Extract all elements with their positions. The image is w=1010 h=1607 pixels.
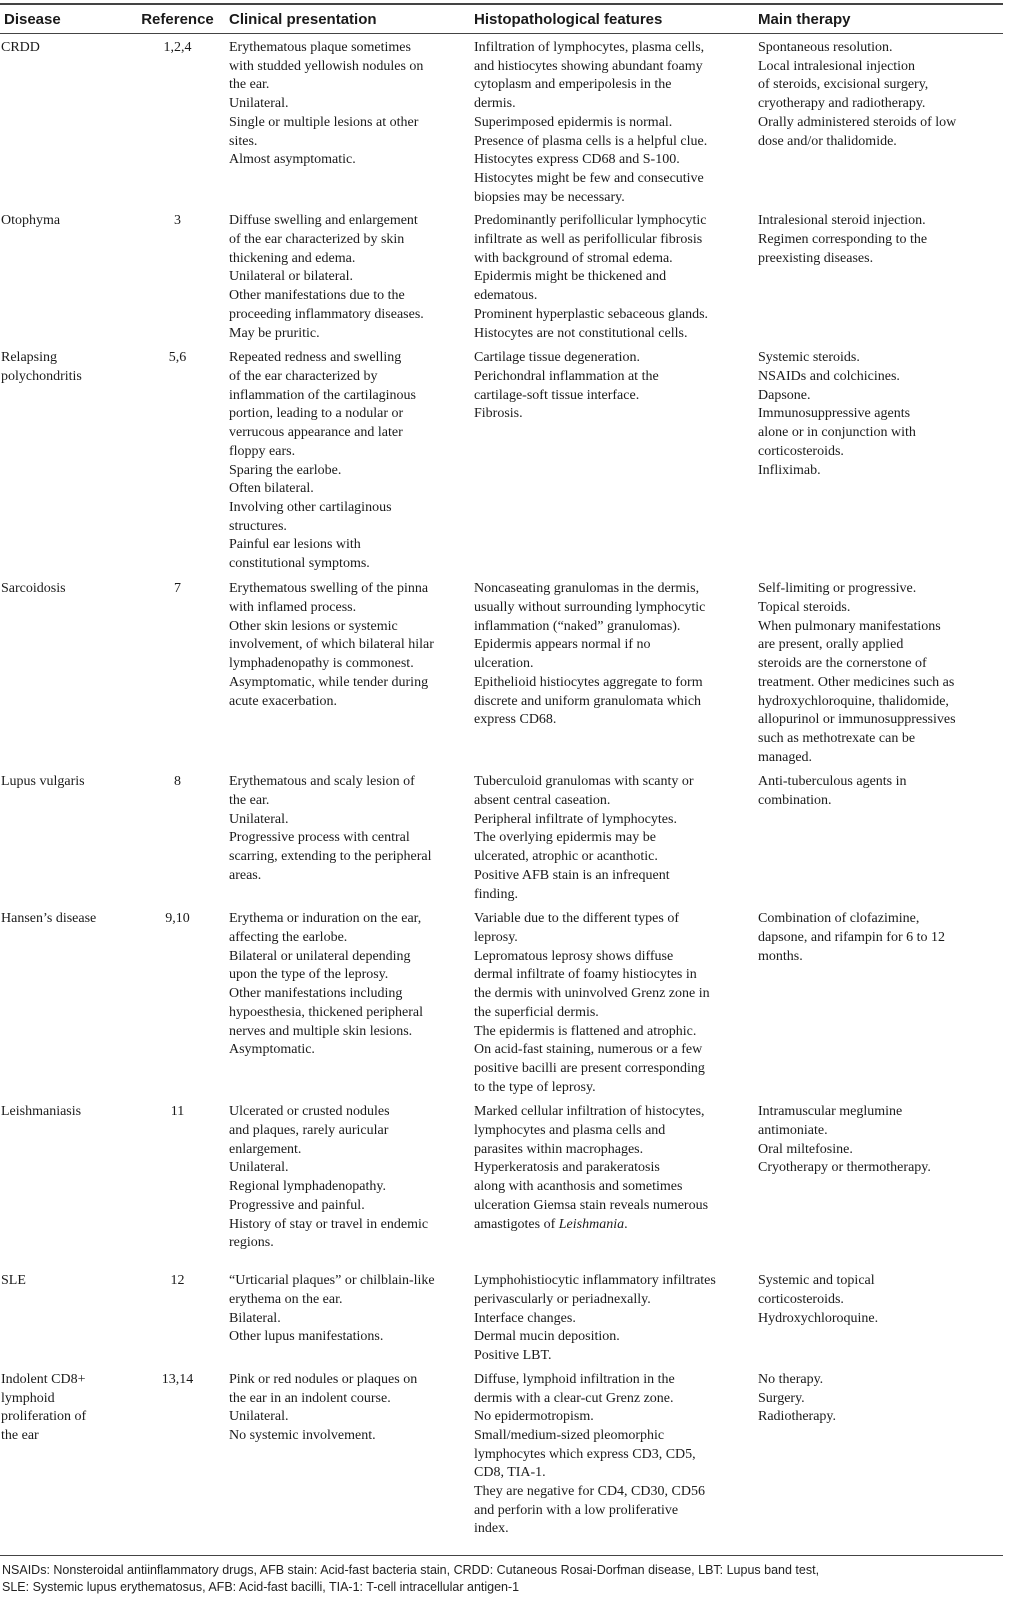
cell-line: History of stay or travel in endemic (229, 1216, 429, 1232)
cell-line: Perichondral inflammation at the (474, 369, 659, 385)
cell-line: with inflamed process. (229, 600, 357, 616)
cell-line: inflammation of the cartilaginous (229, 387, 417, 403)
cell-line: erythema on the ear. (229, 1292, 343, 1308)
cell-line: Regimen corresponding to the (758, 232, 928, 248)
cell-line: constitutional symptoms. (229, 556, 370, 572)
cell-line: thickening and edema. (229, 250, 356, 266)
cell-line: CRDD (1, 40, 40, 55)
cell-line: finding. (474, 886, 518, 902)
therapy-cell (754, 1366, 1003, 1556)
cell-line: dermal infiltrate of foamy histiocytes in (474, 967, 697, 983)
cell-line: Erythematous swelling of the pinna (229, 581, 429, 597)
cell-line: Otophyma (1, 213, 61, 229)
cell-line: CD8, TIA-1. (474, 1465, 546, 1481)
cell-line: and perforin with a low proliferative (474, 1502, 679, 1518)
cell-line: the superficial dermis. (474, 1004, 599, 1020)
cell-line: the ear. (229, 793, 270, 809)
therapy-cell (754, 768, 1003, 905)
disease-cell (0, 1267, 130, 1366)
clinical-cell (225, 1366, 470, 1556)
cell-line: Self-limiting or progressive. (758, 581, 917, 597)
cell-text: amastigotes of (474, 1216, 559, 1232)
cell-line: Oral miltefosine. (758, 1141, 853, 1157)
cell-line: corticosteroids. (758, 1292, 844, 1308)
table-row (0, 34, 1003, 208)
therapy-cell (754, 344, 1003, 575)
cell-line: sites. (229, 133, 258, 149)
reference-cell: 7 (174, 581, 181, 597)
histo-cell (470, 1098, 754, 1267)
cell-line: dose and/or thalidomide. (758, 133, 897, 149)
cell-line: NSAIDs and colchicines. (758, 369, 900, 385)
histo-cell (470, 575, 754, 768)
cell-line: hypoesthesia, thickened peripheral (229, 1004, 423, 1020)
cell-line: preexisting diseases. (758, 250, 874, 266)
cell-line: Variable due to the different types of (474, 911, 680, 927)
cell-line: floppy ears. (229, 443, 296, 459)
histo-cell (470, 1366, 754, 1556)
therapy-cell (754, 575, 1003, 768)
cell-line: leprosy. (474, 930, 518, 946)
cell-line: Peripheral infiltrate of lymphocytes. (474, 811, 677, 827)
cell-line: Lepromatous leprosy shows diffuse (474, 948, 674, 964)
cell-line: Bilateral or unilateral depending (229, 948, 411, 964)
cell-line: positive bacilli are present corresponding (474, 1060, 705, 1076)
table-header-row (0, 4, 1003, 34)
table-row (0, 768, 1003, 905)
cell-line: When pulmonary manifestations (758, 618, 941, 634)
cell-line: alone or in conjunction with (758, 425, 916, 441)
cell-line: Dapsone. (758, 387, 811, 403)
table-row (0, 1366, 1003, 1556)
cell-line: the ear. (229, 77, 270, 93)
clinical-cell (225, 34, 470, 208)
cell-line: May be pruritic. (229, 325, 320, 341)
cell-line: acute exacerbation. (229, 693, 338, 709)
cell-line: Epidermis might be thickened and (474, 269, 667, 285)
table-row (0, 575, 1003, 768)
histo-cell (470, 344, 754, 575)
cell-line: Unilateral. (229, 811, 289, 827)
header-clinical-presentation: Clinical presentation (225, 4, 470, 34)
genus-name: Leishmania (558, 1216, 625, 1232)
cell-line: The overlying epidermis may be (474, 830, 656, 846)
cell-line: of the ear characterized by skin (229, 232, 405, 248)
cell-line: ulcerated, atrophic or acanthotic. (474, 849, 658, 865)
cell-line: Sparing the earlobe. (229, 462, 342, 478)
cell-line: Almost asymptomatic. (229, 152, 356, 168)
disease-cell (0, 1098, 130, 1267)
cell-line: portion, leading to a nodular or (229, 406, 404, 422)
cell-line: Fibrosis. (474, 406, 523, 422)
cell-line: Immunosuppressive agents (758, 406, 911, 422)
disease-table (0, 3, 1003, 1556)
cell-line: the ear in an indolent course. (229, 1390, 391, 1406)
cell-line: areas. (229, 867, 262, 883)
cell-line: Often bilateral. (229, 481, 314, 497)
histo-cell (470, 768, 754, 905)
reference-cell: 1,2,4 (163, 40, 192, 55)
cell-line: Painful ear lesions with (229, 537, 361, 553)
cell-line: Infliximab. (758, 462, 821, 478)
cell-line: The epidermis is flattened and atrophic. (474, 1023, 697, 1039)
cell-line: Topical steroids. (758, 600, 851, 616)
cell-line: allopurinol or immunosuppressives (758, 712, 956, 728)
cell-line: “Urticarial plaques” or chilblain-like (229, 1273, 435, 1289)
table-row (0, 1098, 1003, 1267)
cell-line: Erythematous and scaly lesion of (229, 774, 415, 790)
cell-line: Sarcoidosis (1, 581, 66, 597)
cell-line: with studded yellowish nodules on (229, 58, 424, 74)
cell-line: Histocytes might be few and consecutive (474, 170, 704, 186)
cell-line: index. (474, 1521, 509, 1537)
cell-line: They are negative for CD4, CD30, CD56 (474, 1484, 705, 1500)
cell-line: structures. (229, 518, 287, 534)
cell-line: lymphoid (1, 1390, 55, 1406)
cell-line: Radiotherapy. (758, 1409, 837, 1425)
cell-line: Other manifestations including (229, 986, 403, 1002)
cell-line: Asymptomatic, while tender during (229, 674, 429, 690)
disease-cell (0, 344, 130, 575)
cell-line: steroids are the cornerstone of (758, 656, 927, 672)
table-body (0, 34, 1003, 1556)
cell-line: absent central caseation. (474, 793, 611, 809)
cell-line: Asymptomatic. (229, 1042, 315, 1058)
cell-line: SLE (1, 1273, 26, 1289)
cell-line: Positive LBT. (474, 1348, 552, 1364)
therapy-cell (754, 1267, 1003, 1366)
cell-line: Other skin lesions or systemic (229, 618, 398, 634)
clinical-cell (225, 207, 470, 344)
disease-cell (0, 575, 130, 768)
footnote-line: NSAIDs: Nonsteroidal antiinflammatory drugs, AFB stain: Acid-fast bacteria stain, CRDD: Cutaneous Rosai-Dorfman disease, LBT: Lupus band test, (2, 1563, 820, 1577)
cell-line: Lymphohistiocytic inflammatory infiltrates (474, 1273, 716, 1289)
cell-line: Positive AFB stain is an infrequent (474, 867, 670, 883)
reference-cell: 3 (174, 213, 181, 229)
cell-line: Hansen’s disease (1, 911, 97, 927)
cell-line: the dermis with uninvolved Grenz zone in (474, 986, 710, 1002)
cell-line: months. (758, 948, 803, 964)
therapy-cell (754, 905, 1003, 1098)
cell-line: the ear (1, 1427, 39, 1443)
cell-line: Repeated redness and swelling (229, 350, 402, 366)
cell-line: Unilateral. (229, 1160, 289, 1176)
clinical-cell (225, 344, 470, 575)
cell-line: No epidermotropism. (474, 1409, 594, 1425)
cell-line: Noncaseating granulomas in the dermis, (474, 581, 700, 597)
cell-line: affecting the earlobe. (229, 930, 348, 946)
cell-line (474, 1216, 750, 1235)
cell-line: Erythematous plaque sometimes (229, 40, 411, 55)
cell-line: such as methotrexate can be (758, 730, 916, 746)
cell-line: corticosteroids. (758, 443, 844, 459)
reference-cell: 5,6 (168, 350, 187, 366)
cell-line: Unilateral or bilateral. (229, 269, 353, 285)
footnote-line: SLE: Systemic lupus erythematosus, AFB: Acid-fast bacilli, TIA-1: T-cell intracellular antigen-1 (2, 1580, 520, 1594)
cell-line: of steroids, excisional surgery, (758, 77, 929, 93)
cell-line: edematous. (474, 288, 538, 304)
cell-line: and histiocytes showing abundant foamy (474, 58, 703, 74)
disease-cell (0, 207, 130, 344)
header-histopathological-features: Histopathological features (470, 4, 754, 34)
cell-line: cartilage-soft tissue interface. (474, 387, 640, 403)
cell-line: discrete and uniform granulomata which (474, 693, 702, 709)
cell-line: along with acanthosis and sometimes (474, 1179, 683, 1195)
reference-cell: 9,10 (165, 911, 190, 927)
cell-line: Prominent hyperplastic sebaceous glands. (474, 306, 709, 322)
cell-line: Diffuse swelling and enlargement (229, 213, 418, 229)
cell-line: verrucous appearance and later (229, 425, 403, 441)
cell-line: Orally administered steroids of low (758, 114, 957, 130)
footnotes (2, 1562, 1007, 1596)
cell-line: Spontaneous resolution. (758, 40, 893, 55)
cell-line: On acid-fast staining, numerous or a few (474, 1042, 703, 1058)
cell-line: Single or multiple lesions at other (229, 114, 419, 130)
cell-line: antimoniate. (758, 1123, 828, 1139)
reference-cell: 13,14 (130, 1366, 225, 1556)
cell-line: Histocytes are not constitutional cells. (474, 325, 688, 341)
cell-line: lymphocytes and plasma cells and (474, 1123, 666, 1139)
cell-line: ulceration. (474, 656, 534, 672)
cell-line: Systemic steroids. (758, 350, 860, 366)
cell-line: Indolent CD8+ (1, 1371, 86, 1387)
cell-line: No therapy. (758, 1371, 824, 1387)
cell-line: scarring, extending to the peripheral (229, 849, 432, 865)
cell-line: Unilateral. (229, 96, 289, 112)
cell-line: Small/medium-sized pleomorphic (474, 1427, 665, 1443)
cell-line: proceeding inflammatory diseases. (229, 306, 424, 322)
cell-line: lymphadenopathy is commonest. (229, 656, 414, 672)
cell-line: and plaques, rarely auricular (229, 1123, 389, 1139)
cell-line: Superimposed epidermis is normal. (474, 114, 673, 130)
table-row (0, 1267, 1003, 1366)
header-reference: Reference (130, 4, 225, 34)
cell-line: parasites within macrophages. (474, 1141, 644, 1157)
reference-cell: 11 (170, 1104, 185, 1120)
cell-line: Intramuscular meglumine (758, 1104, 903, 1120)
cell-line: Progressive and painful. (229, 1197, 365, 1213)
cell-line: are present, orally applied (758, 637, 904, 653)
cell-line: Other manifestations due to the (229, 288, 405, 304)
cell-line: cytoplasm and emperipolesis in the (474, 77, 672, 93)
cell-text: . (624, 1216, 628, 1232)
clinical-cell (225, 905, 470, 1098)
cell-line: Ulcerated or crusted nodules (229, 1104, 390, 1120)
cell-line: Pink or red nodules or plaques on (229, 1371, 418, 1387)
cell-line: Other lupus manifestations. (229, 1329, 384, 1345)
cell-line: dermis. (474, 96, 516, 112)
cell-line: Marked cellular infiltration of histocytes, (474, 1104, 705, 1120)
cell-line: Regional lymphadenopathy. (229, 1179, 386, 1195)
cell-line: Cryotherapy or thermotherapy. (758, 1160, 931, 1176)
cell-line: inflammation (“naked” granulomas). (474, 618, 681, 634)
cell-line: dermis with a clear-cut Grenz zone. (474, 1390, 674, 1406)
cell-line: Progressive process with central (229, 830, 410, 846)
cell-line: polychondritis (1, 369, 82, 385)
cell-line: Epithelioid histiocytes aggregate to form (474, 674, 703, 690)
cell-line: enlargement. (229, 1141, 302, 1157)
cell-line: Involving other cartilaginous (229, 499, 392, 515)
clinical-cell (225, 768, 470, 905)
table-row (0, 905, 1003, 1098)
cell-line: managed. (758, 749, 813, 765)
cell-line: of the ear characterized by (229, 369, 378, 385)
cell-line: Diffuse, lymphoid infiltration in the (474, 1371, 675, 1387)
cell-line: proliferation of (1, 1409, 87, 1425)
histo-cell (470, 34, 754, 208)
cell-line: involvement, of which bilateral hilar (229, 637, 434, 653)
histo-cell (470, 207, 754, 344)
clinical-cell (225, 1098, 470, 1267)
cell-line: nerves and multiple skin lesions. (229, 1023, 413, 1039)
cell-line: Systemic and topical (758, 1273, 875, 1289)
cell-line: Combination of clofazimine, (758, 911, 920, 927)
cell-line: upon the type of the leprosy. (229, 967, 389, 983)
cell-line: dapsone, and rifampin for 6 to 12 (758, 930, 946, 946)
therapy-cell (754, 1098, 1003, 1267)
cell-line: regions. (229, 1235, 274, 1251)
cell-line: Leishmaniasis (1, 1104, 82, 1120)
cell-line: Dermal mucin deposition. (474, 1329, 620, 1345)
cell-line: ulceration Giemsa stain reveals numerous (474, 1197, 709, 1213)
disease-cell (0, 34, 130, 208)
cell-line: Anti-tuberculous agents in (758, 774, 907, 790)
disease-cell (0, 905, 130, 1098)
disease-cell (0, 1366, 130, 1556)
cell-line: Interface changes. (474, 1310, 576, 1326)
histo-cell (470, 905, 754, 1098)
cell-line: to the type of leprosy. (474, 1079, 596, 1095)
clinical-cell (225, 1267, 470, 1366)
disease-cell (0, 768, 130, 905)
reference-cell: 12 (170, 1273, 185, 1289)
cell-line: Infiltration of lymphocytes, plasma cells, (474, 40, 705, 55)
cell-line: Predominantly perifollicular lymphocytic (474, 213, 707, 229)
cell-line: cryotherapy and radiotherapy. (758, 96, 926, 112)
clinical-cell (225, 575, 470, 768)
cell-line: Histocytes express CD68 and S-100. (474, 152, 680, 168)
table-row (0, 207, 1003, 344)
cell-line: Relapsing (1, 350, 57, 366)
histo-cell (470, 1267, 754, 1366)
cell-line: Surgery. (758, 1390, 805, 1406)
cell-line: Presence of plasma cells is a helpful clue. (474, 133, 708, 149)
reference-cell: 8 (174, 774, 181, 790)
cell-line: express CD68. (474, 712, 557, 728)
header-disease: Disease (0, 4, 130, 34)
cell-line: Hydroxychloroquine. (758, 1310, 879, 1326)
table-row (0, 344, 1003, 575)
cell-line: Epidermis appears normal if no (474, 637, 651, 653)
cell-line: Intralesional steroid injection. (758, 213, 926, 229)
cell-line: biopsies may be necessary. (474, 189, 625, 205)
cell-line: hydroxychloroquine, thalidomide, (758, 693, 949, 709)
cell-line: Erythema or induration on the ear, (229, 911, 422, 927)
cell-line: Bilateral. (229, 1310, 281, 1326)
cell-line: No systemic involvement. (229, 1427, 376, 1443)
cell-line: Unilateral. (229, 1409, 289, 1425)
header-main-therapy: Main therapy (754, 4, 1003, 34)
cell-line: infiltrate as well as perifollicular fibrosis (474, 232, 703, 248)
cell-line: usually without surrounding lymphocytic (474, 600, 706, 616)
cell-line: combination. (758, 793, 832, 809)
cell-line: Lupus vulgaris (1, 774, 85, 790)
cell-line: lymphocytes which express CD3, CD5, (474, 1446, 696, 1462)
cell-line: Cartilage tissue degeneration. (474, 350, 640, 366)
cell-line: Tuberculoid granulomas with scanty or (474, 774, 694, 790)
cell-line: treatment. Other medicines such as (758, 674, 955, 690)
cell-line: with background of stromal edema. (474, 250, 673, 266)
therapy-cell (754, 34, 1003, 208)
cell-line: perivascularly or periadnexally. (474, 1292, 651, 1308)
cell-line: Hyperkeratosis and parakeratosis (474, 1160, 660, 1176)
cell-line: Local intralesional injection (758, 58, 916, 74)
therapy-cell (754, 207, 1003, 344)
